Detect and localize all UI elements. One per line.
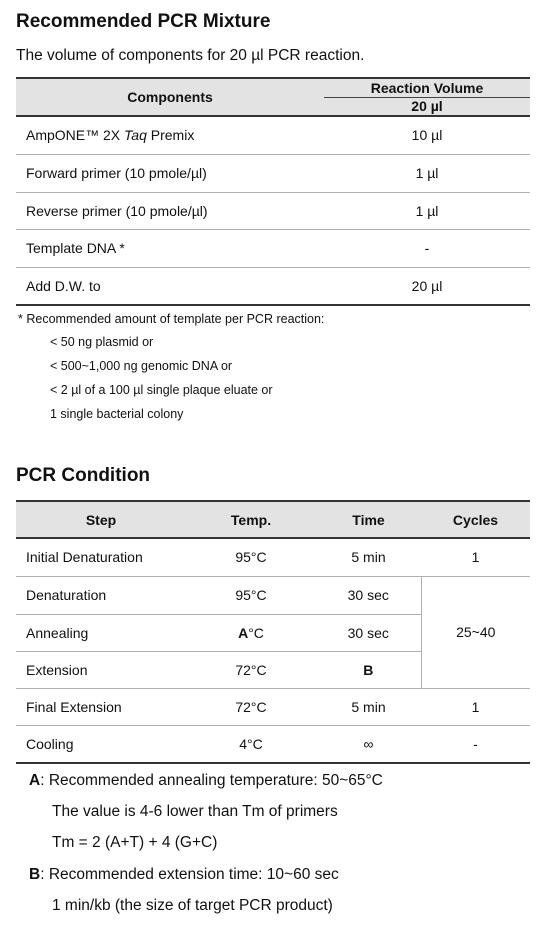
step-header: Step [85, 511, 117, 528]
cycles-header: Cycles [452, 511, 499, 528]
step-cell: Denaturation [16, 576, 186, 614]
table-row [16, 116, 530, 154]
component-cell: Template DNA * [16, 229, 324, 267]
condition-table [16, 500, 530, 764]
step-cell: Annealing [16, 614, 186, 651]
footnote-b: B: Recommended extension time: 10~60 sec [29, 866, 339, 883]
time-header: Time [352, 511, 385, 528]
template-note-heading: * Recommended amount of template per PCR reaction: [18, 312, 325, 326]
template-note-item: 1 single bacterial colony [50, 407, 184, 421]
cycles-cell: - [473, 735, 478, 752]
step-cell: Final Extension [16, 688, 186, 725]
time-cell: B [316, 651, 421, 688]
temp-cell: 72°C [186, 651, 316, 688]
cycles-cell: 1 [421, 538, 530, 576]
mixture-subtitle: The volume of components for 20 µl PCR reaction. [16, 47, 365, 64]
temp-cell: 95°C [186, 576, 316, 614]
step-cell: Cooling [26, 735, 74, 752]
cycles-cell: 25~40 [421, 576, 530, 688]
table-row [16, 267, 530, 305]
time-cell: 30 sec [316, 576, 421, 614]
volume-cell: 20 µl [411, 277, 443, 294]
volume-cell: 10 µl [324, 116, 530, 154]
step-cell: Extension [16, 651, 186, 688]
component-cell: Forward primer (10 pmole/µl) [16, 154, 324, 192]
template-note-item: < 500~1,000 ng genomic DNA or [50, 359, 233, 373]
temp-header: Temp. [230, 511, 272, 528]
component-cell: Add D.W. to [26, 277, 101, 294]
step-cell: Initial Denaturation [16, 538, 186, 576]
component-cell: AmpONE™ 2X Taq Premix [16, 116, 324, 154]
condition-title: PCR Condition [16, 465, 151, 486]
components-header: Components [16, 78, 324, 116]
volume-20-header: 20 µl [411, 98, 443, 115]
temp-cell: A°C [186, 614, 316, 651]
footnote-a-line: The value is 4-6 lower than Tm of primers [52, 803, 338, 820]
footnote-b-line: 1 min/kb (the size of target PCR product) [52, 897, 333, 914]
temp-cell: 95°C [186, 538, 316, 576]
template-note-item: < 50 ng plasmid or [50, 335, 154, 349]
cycles-cell: 1 [421, 688, 530, 725]
reaction-volume-header: Reaction Volume [324, 78, 530, 97]
footnote-a: A: Recommended annealing temperature: 50~65°C [29, 772, 383, 789]
volume-cell: - [324, 229, 530, 267]
temp-cell: 4°C [239, 735, 263, 752]
time-cell: ∞ [363, 735, 374, 752]
temp-cell: 72°C [186, 688, 316, 725]
mixture-title: Recommended PCR Mixture [16, 11, 271, 32]
table-row [16, 688, 530, 725]
footnote-a-formula: Tm = 2 (A+T) + 4 (G+C) [52, 834, 218, 851]
table-row [16, 192, 530, 229]
template-note-item: < 2 µl of a 100 µl single plaque eluate or [50, 383, 273, 397]
time-cell: 5 min [316, 688, 421, 725]
table-row [16, 725, 530, 763]
volume-cell: 1 µl [324, 154, 530, 192]
table-row [16, 154, 530, 192]
table-row [16, 576, 530, 614]
time-cell: 5 min [316, 538, 421, 576]
table-row [16, 538, 530, 576]
table-row [16, 229, 530, 267]
mixture-table [16, 77, 530, 306]
time-cell: 30 sec [316, 614, 421, 651]
volume-cell: 1 µl [324, 192, 530, 229]
component-cell: Reverse primer (10 pmole/µl) [16, 192, 324, 229]
